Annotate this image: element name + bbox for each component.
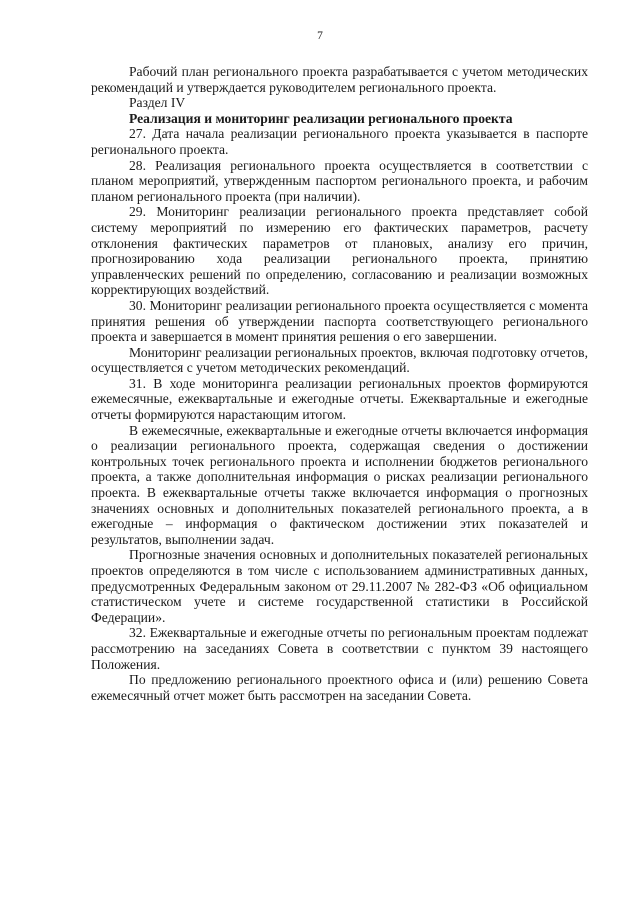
paragraph-27: 27. Дата начала реализации регионального проекта указывается в паспорте регионального проекта.	[91, 126, 588, 157]
section-heading: Реализация и мониторинг реализации регионального проекта	[129, 110, 513, 126]
paragraph-29: 29. Мониторинг реализации регионального проекта представляет собой систему мероприятий по измерению его фактических параметров, расчету отклонения фактических параметров от плановых, анализу его причин, прогнозированию хода реализации регионального проекта, принятию управленческих решений по определению, согласованию и реализации возможных корректирующих воздействий.	[91, 204, 588, 298]
paragraph-30-monitoring: Мониторинг реализации региональных проектов, включая подготовку отчетов, осуществляется с учетом методических рекомендаций.	[91, 344, 588, 376]
paragraph-31-reports-content: В ежемесячные, ежеквартальные и ежегодные отчеты включается информация о реализации регионального проекта, содержащая сведения о достижении контрольных точек регионального проекта и исполнении бюджетов регионального проекта, а также дополнительная информация о рисках реализации регионального проекта. В ежеквартальные отчеты также включается информация о прогнозных значениях основных и дополнительных показателей регионального проекта, а в ежегодные – информация о фактическом достижении этих показателей и результатов, выполнении задач.	[91, 422, 588, 547]
section-label: Раздел IV	[129, 95, 186, 111]
page-number: 7	[317, 30, 323, 42]
intro-paragraph: Рабочий план регионального проекта разрабатывается с учетом методических рекомендаций и утверждается руководителем регионального проекта.	[91, 64, 588, 95]
document-body	[91, 64, 588, 703]
paragraph-28: 28. Реализация регионального проекта осуществляется в соответствии с планом мероприятий, утвержденным паспортом регионального проекта, и рабочим планом регионального проекта (при наличии).	[91, 157, 588, 204]
paragraph-32: 32. Ежеквартальные и ежегодные отчеты по региональным проектам подлежат рассмотрению на заседаниях Совета в соответствии с пунктом 39 настоящего Положения.	[91, 625, 588, 672]
paragraph-32-monthly-report: По предложению регионального проектного офиса и (или) решению Совета ежемесячный отчет может быть рассмотрен на заседании Совета.	[91, 672, 588, 703]
paragraph-30: 30. Мониторинг реализации регионального проекта осуществляется с момента принятия решения об утверждении паспорта соответствующего регионального проекта и завершается в момент принятия решения о его завершении.	[91, 297, 588, 345]
paragraph-31: 31. В ходе мониторинга реализации региональных проектов формируются ежемесячные, ежеквартальные и ежегодные отчеты. Ежеквартальные и ежегодные отчеты формируются нарастающим итогом.	[91, 375, 588, 423]
paragraph-31-forecast-values: Прогнозные значения основных и дополнительных показателей региональных проектов определяются в том числе с использованием административных данных, предусмотренных Федеральным законом от 29.11.2007 № 282-ФЗ «Об официальном статистическом учете и системе государственной статистики в Российской Федерации».	[91, 547, 588, 625]
